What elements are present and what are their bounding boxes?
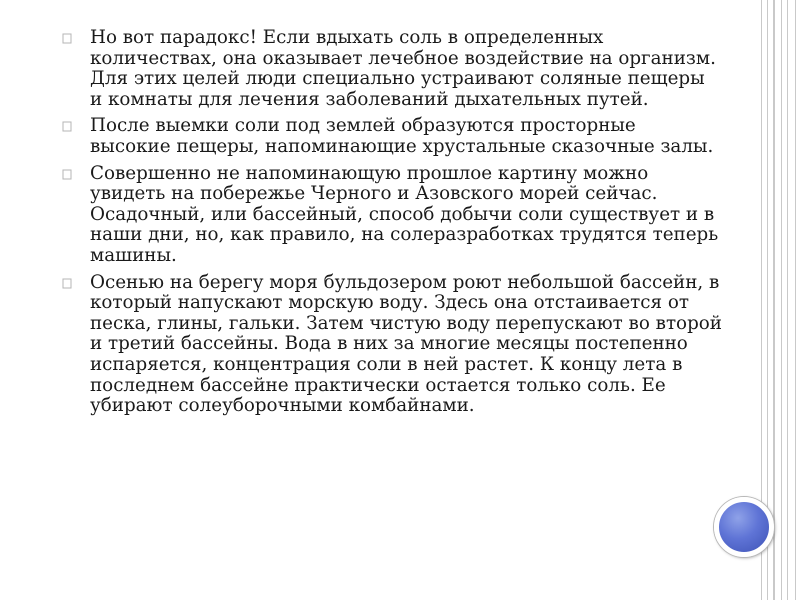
- decorative-vertical-rule: [773, 0, 775, 600]
- decorative-vertical-rule: [781, 0, 782, 600]
- decorative-circle: [714, 497, 774, 557]
- bullet-text: Совершенно не напоминающую прошлое картину можно увидеть на побережье Черного и Азовского морей сейчас. Осадочный, или бассейный, способ добычи соли существует и в наши дни, но, как правило, на солеразработках трудятся теперь машины.: [90, 162, 719, 266]
- bullet-item: [62, 164, 722, 267]
- bullet-text: После выемки соли под землей образуются просторные высокие пещеры, напоминающие хрустальные сказочные залы.: [90, 115, 714, 157]
- decorative-vertical-rule: [787, 0, 788, 600]
- slide-body: [62, 28, 722, 423]
- hollow-square-bullet-icon: [62, 278, 72, 289]
- hollow-square-bullet-icon: [62, 33, 72, 44]
- hollow-square-bullet-icon: [62, 169, 72, 180]
- bullet-text: Но вот парадокс! Если вдыхать соль в определенных количествах, она оказывает лечебное воздействие на организм. Для этих целей люди специально устраивают соляные пещеры и комнаты для лечения заболеваний дыхательных путей.: [90, 27, 716, 110]
- bullet-list: [62, 28, 722, 417]
- hollow-square-bullet-icon: [62, 121, 72, 132]
- bullet-item: [62, 273, 722, 417]
- decorative-vertical-rule: [795, 0, 796, 600]
- bullet-text: Осенью на берегу моря бульдозером роют небольшой бассейн, в который напускают морскую воду. Здесь она отстаивается от песка, глины, гальки. Затем чистую воду перепускают во второй и третий бассейны. Вода в них за многие месяцы постепенно испаряется, концентрация соли в ней растет. К концу лета в последнем бассейне практически остается только соль. Ее убирают солеуборочными комбайнами.: [90, 271, 722, 417]
- bullet-item: [62, 28, 722, 110]
- bullet-item: [62, 116, 722, 157]
